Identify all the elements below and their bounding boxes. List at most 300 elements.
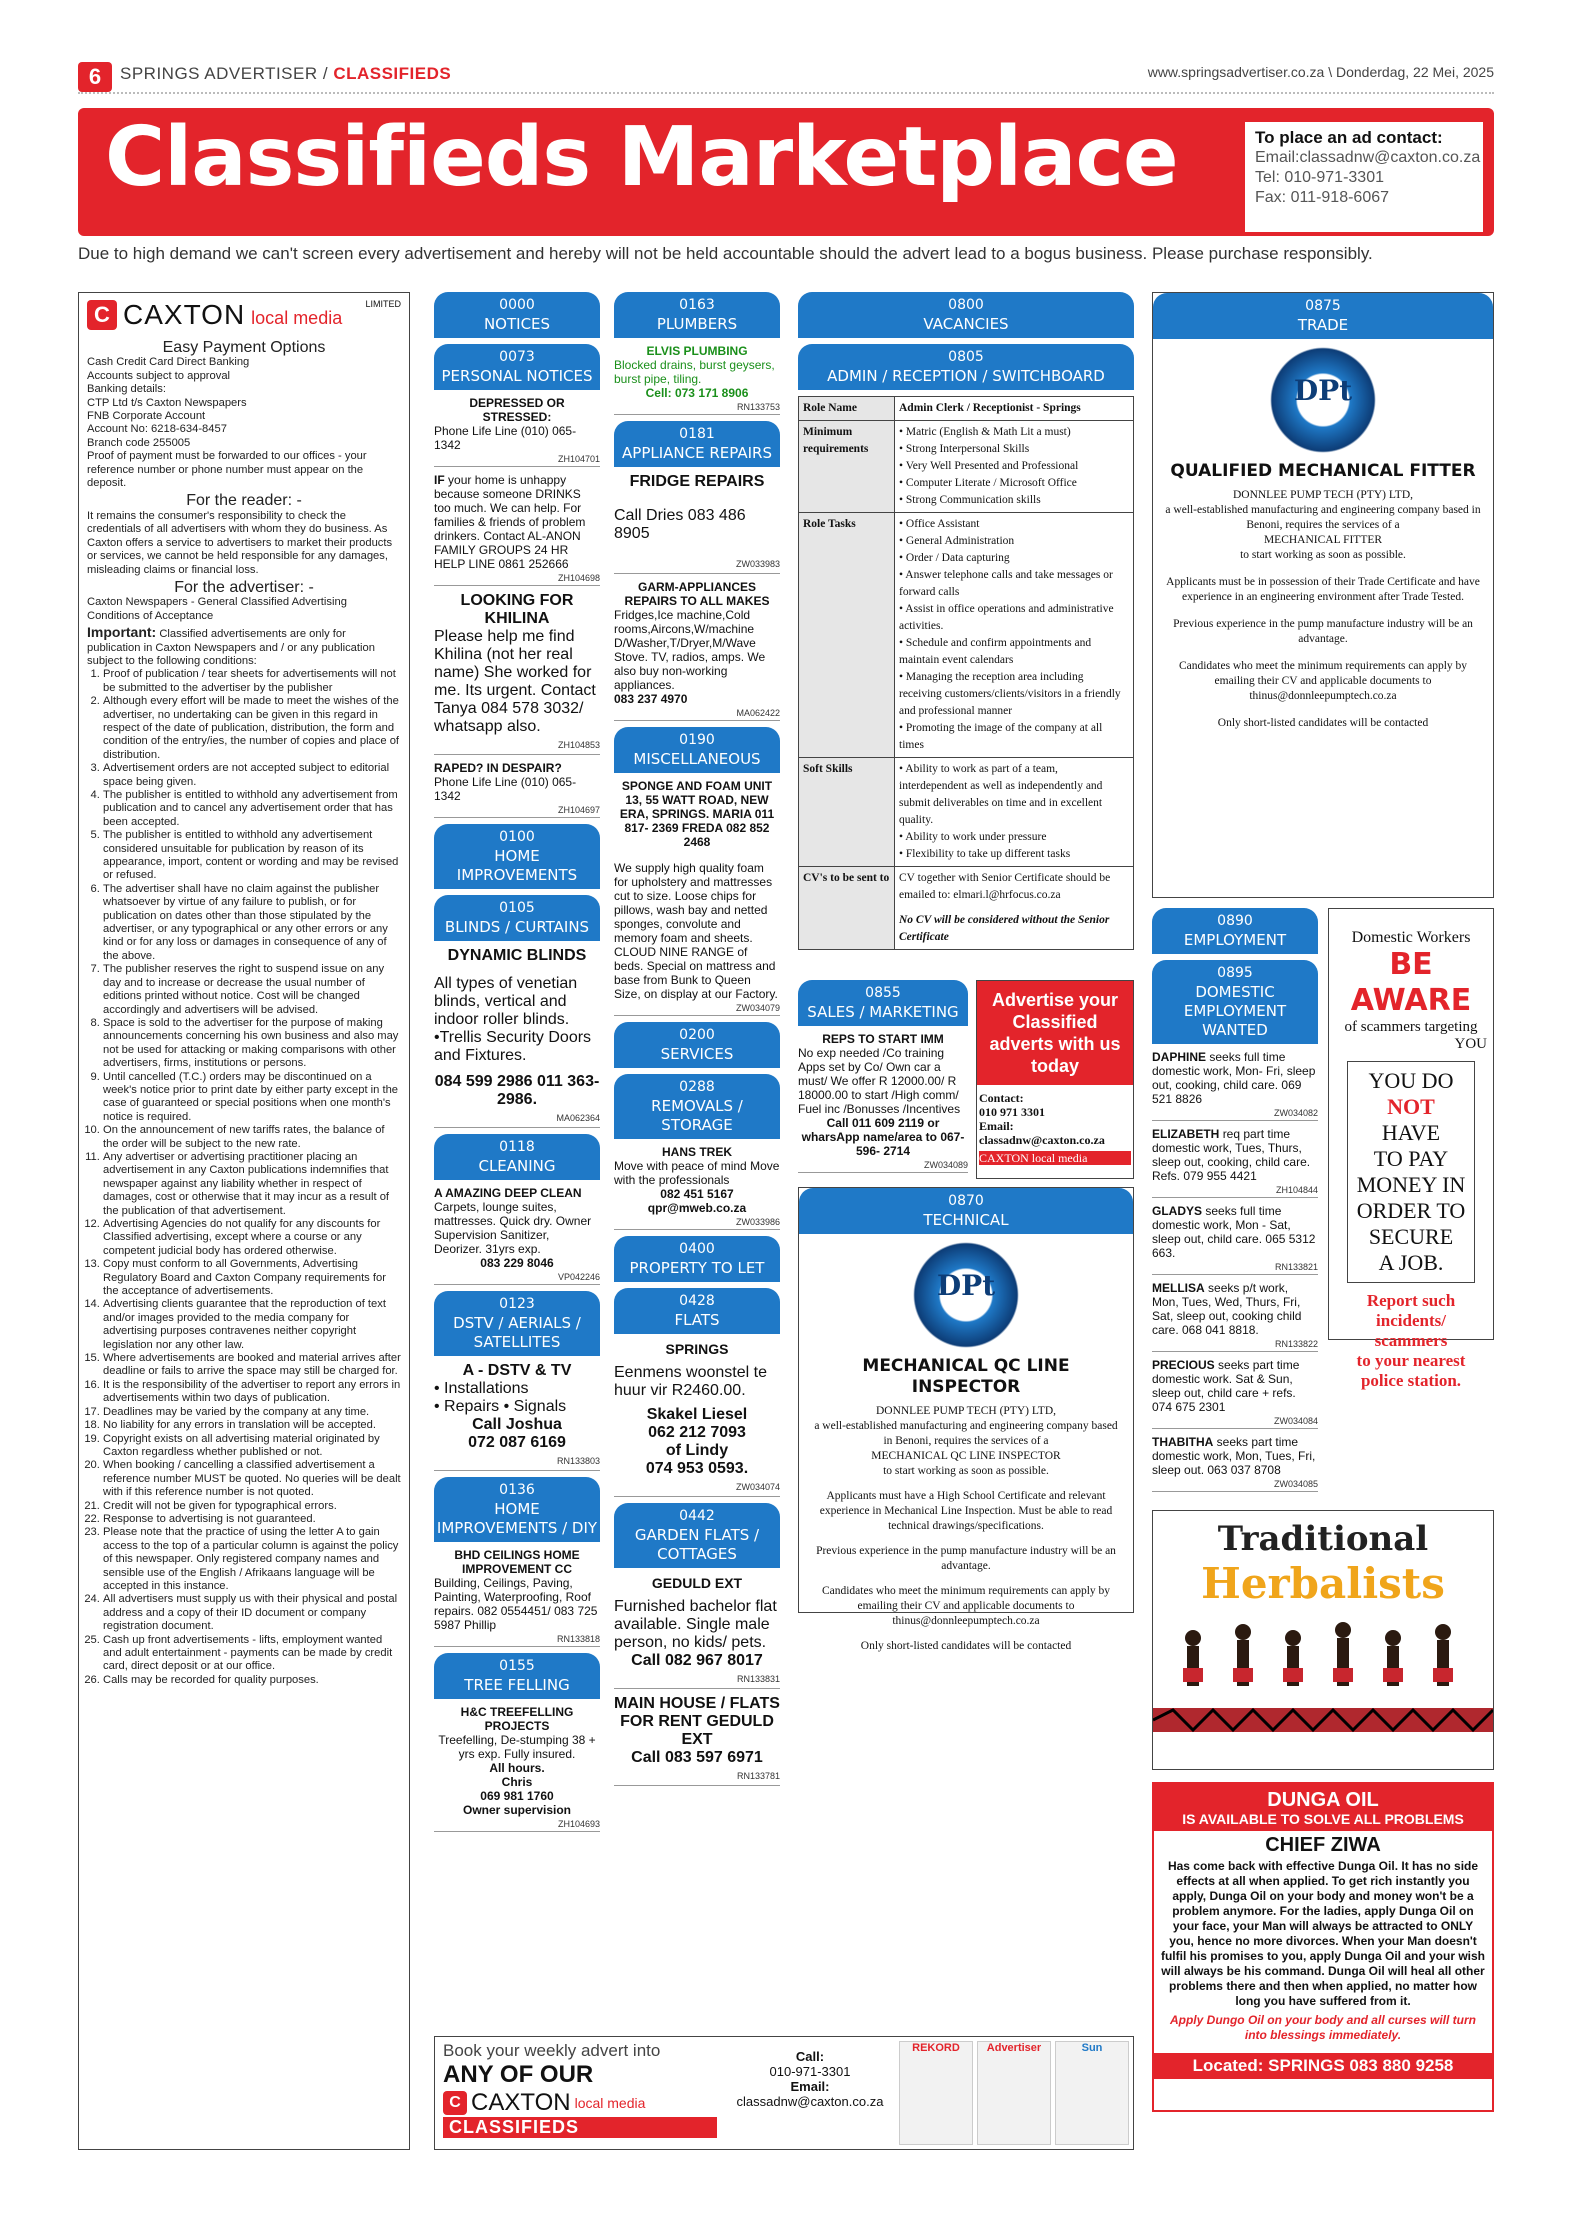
ad-text-wrap: [1152, 1358, 1318, 1414]
job-desc2: to start working as soon as possible.: [883, 1465, 1049, 1477]
newspaper-thumb: REKORD: [899, 2041, 973, 2145]
section-0875: [1153, 293, 1493, 339]
section-0163: [614, 292, 780, 338]
job-title: QUALIFIED MECHANICAL FITTER: [1170, 461, 1476, 481]
ad-phone: 084 599 2986 011 363-2986.: [434, 1073, 600, 1108]
table-row: [799, 397, 1134, 421]
ad-text: Furnished bachelor flat available. Single male person, no kids/ pets.: [614, 1598, 777, 1651]
table-value-line: • Matric (English & Math Lit a must): [899, 426, 1071, 438]
classified-ad: [614, 1574, 780, 1689]
section-0136: [434, 1477, 600, 1542]
table-value-line: • Flexibility to take up different tasks: [899, 848, 1071, 860]
ad-name: THABITHA: [1152, 1435, 1214, 1449]
job-company: DONNLEE PUMP TECH (PTY) LTD,: [1232, 489, 1414, 501]
job-adv: Previous experience in the pump manufacture industry will be an advantage.: [1173, 618, 1473, 645]
condition-item: 14. Advertising clients guarantee that the reproduction of text and/or images provided to the media company for advertising purposes contravenes neither copyright legislation nor any other law.: [103, 1298, 401, 1352]
section-0200: [614, 1022, 780, 1068]
condition-item: 13. Copy must conform to all Governments, Advertising Regulatory Board and Caxton Company requirements for the acceptance of advertisements.: [103, 1258, 401, 1298]
herbalists-ad: [1152, 1510, 1494, 1770]
aware-msg-line: ORDER TO: [1356, 1198, 1466, 1223]
section-0123: [434, 1291, 600, 1356]
ad-text: seeks part time domestic work, Mon, Tues, Fri, sleep out. 063 037 8708: [1152, 1435, 1316, 1477]
ad-title: BHD CEILINGS HOME IMPROVEMENT CC: [454, 1548, 580, 1576]
ad-ref: RN133822: [1152, 1337, 1318, 1352]
ad-name: DAPHINE: [1152, 1050, 1207, 1064]
ad-ref: ZW034079: [614, 1001, 780, 1016]
dunga-header: [1154, 1784, 1492, 1831]
condition-item: 24. All advertisers must supply us with their physical and postal address and a copy of their ID document or company registration document.: [103, 1593, 401, 1633]
ad-text: Phone Life Line (010) 065-1342: [434, 424, 577, 452]
ad-lead: IF: [434, 473, 445, 487]
classified-ad: [434, 592, 600, 755]
ad-text: seeks part time domestic work. Sat & Sun, sleep out, child care + refs. 074 675 2301: [1152, 1358, 1300, 1414]
book-contact: [725, 2037, 895, 2149]
domestic-ad: [1152, 1435, 1318, 1492]
ad-line: 062 212 7093: [648, 1424, 746, 1441]
be-aware-box: [1328, 908, 1494, 1390]
job-req: Applicants must be in possession of their Trade Certificate and have experience in an engineering environment after Trade Tested.: [1166, 576, 1480, 603]
ad-phone: 082 451 5167: [660, 1187, 734, 1201]
dunga-body: Has come back with effective Dunga Oil. It has no side effects at all when applied. To get rich instantly you apply, Dunga Oil on your body and money won't be a problem anymore. For the ladies, apply Dunga Oil on your face, your Man will always be attracted to ONLY you, hence no more divorces. When your Man doesn't fulfil his promises to you, apply Dunga Oil and your wish will always be his command. Dunga Oil will heal all other problems there and then when applied, no matter how long you have suffered from it.: [1160, 1859, 1486, 2008]
ad-text: req part time domestic work, Tues, Thurs, sleep out, cooking, child care. Refs. 079 955 4421: [1152, 1127, 1311, 1183]
employment-column: [1152, 908, 1318, 1498]
brand-text: CAXTON: [471, 2089, 571, 2116]
advertise-title: Advertise your Classified adverts with us today: [977, 981, 1133, 1085]
condition-item: 4. The publisher is entitled to withhold any advertisement from publication and to cancel any advertisement order that has been accepted.: [103, 789, 401, 829]
ad-text: Blocked drains, burst geysers, burst pipe, tiling.: [614, 358, 775, 386]
ad-text: Call Dries 083 486 8905: [614, 507, 746, 542]
ad-text-wrap: [1152, 1204, 1318, 1260]
condition-item: 17. Deadlines may be varied by the company at any time.: [103, 1406, 401, 1419]
classified-ad: [434, 1548, 600, 1647]
dancer-figures: [1185, 1622, 1451, 1686]
condition-item: 5. The publisher is entitled to withhold any advertisement considered unsuitable for publication by reason of its appearance, import, content or wording and may be revised or refused.: [103, 829, 401, 883]
section-number: 0123: [499, 1296, 535, 1312]
table-value-line: • Strong Interpersonal Skills: [899, 443, 1030, 455]
section-0288: [614, 1074, 780, 1139]
job-role: MECHANICAL QC LINE INSPECTOR: [871, 1450, 1061, 1462]
ad-line: 074 953 0593.: [645, 1460, 749, 1477]
reader-title: For the reader: -: [186, 492, 302, 510]
domestic-ads: [1152, 1050, 1318, 1492]
condition-item: 8. Space is sold to the advertiser for the purpose of making announcements concerning his own business and also may not be used for attacking or making comparisons with other advertisers, firms, institutions or persons.: [103, 1017, 401, 1071]
section-0800: [798, 292, 1134, 338]
column-3: [614, 292, 780, 1792]
payment-line: Account No: 6218-634-8457: [87, 423, 227, 436]
section-title: PROPERTY TO LET: [629, 1259, 765, 1277]
ad-ref: VP042246: [434, 1270, 600, 1285]
section-title: PERSONAL NOTICES: [441, 367, 593, 385]
job-req: Applicants must have a High School Certificate and relevant experience in Mechanical Line Inspection. Must be able to read technical drawings/specifications.: [819, 1490, 1113, 1532]
book-line1: Book your weekly advert into: [443, 2041, 661, 2060]
table-value: [895, 513, 1134, 758]
section-0400: [614, 1236, 780, 1282]
aware-msg-line: NOT: [1387, 1094, 1435, 1119]
advertise-tel[interactable]: 010 971 3301: [979, 1105, 1045, 1119]
section-number: 0105: [499, 900, 535, 916]
table-key: Soft Skills: [799, 758, 895, 867]
page-number: 6: [78, 62, 112, 92]
ad-ref: ZW033983: [614, 555, 780, 574]
dancer-skirts: [1183, 1668, 1453, 1682]
condition-item: 18. No liability for any errors in translation will be accepted.: [103, 1419, 401, 1432]
ad-name: GLADYS: [1152, 1204, 1203, 1218]
site-date: www.springsadvertiser.co.za \ Donderdag, 22 Mei, 2025: [1147, 64, 1494, 80]
conditions-list: [87, 668, 401, 1687]
table-value: [895, 421, 1134, 513]
domestic-ad: [1152, 1204, 1318, 1275]
condition-item: 20. When booking / cancelling a classified advertisement a reference number MUST be quoted. No queries will be dealt with if this reference number is not quoted.: [103, 1459, 401, 1499]
section-0805: [798, 344, 1134, 390]
contact-fax: Fax: 011-918-6067: [1255, 189, 1390, 206]
condition-item: 7. The publisher reserves the right to suspend issue on any day and to increase or decrease the usual number of editions printed without notice. Cost will be changed accordingly and advertisers will be advised.: [103, 963, 401, 1017]
book-email-label: Email:: [790, 2079, 830, 2094]
book-email[interactable]: classadnw@caxton.co.za: [736, 2094, 884, 2109]
section-number: 0400: [679, 1241, 715, 1257]
ad-phone: 069 981 1760: [480, 1789, 554, 1803]
book-line2: ANY OF OUR: [443, 2061, 594, 2088]
ad-text: Carpets, lounge suites, mattresses. Quick dry. Owner Supervision Sanitizer, Deorizer. 31yrs exp.: [434, 1200, 592, 1256]
job-role: MECHANICAL FITTER: [1263, 534, 1383, 546]
ad-title: A - DSTV & TV: [462, 1362, 572, 1379]
table-value: [895, 758, 1134, 867]
contact-tel[interactable]: Tel: 010-971-3301: [1255, 169, 1384, 186]
aware-report-line: police station.: [1360, 1371, 1462, 1390]
ad-phone: Call 082 967 8017: [631, 1652, 763, 1669]
condition-item: 2. Although every effort will be made to meet the wishes of the advertiser, no undertaking can be given in this regard in respect of the date of publication, distribution, the form and condition of the entry/ies, the number of copies and place of distribution.: [103, 695, 401, 762]
ad-text-wrap: [1152, 1127, 1318, 1183]
section-number: 0136: [499, 1482, 535, 1498]
ad-phone: 072 087 6169: [468, 1434, 566, 1451]
section-0190: [614, 727, 780, 773]
aware-msg-line: HAVE: [1381, 1120, 1441, 1145]
aware-msg-line: A JOB.: [1378, 1250, 1444, 1275]
classified-ad: [614, 779, 780, 1016]
ad-text: All types of venetian blinds, vertical and indoor roller blinds. •Trellis Security Doors and Fixtures.: [434, 975, 592, 1064]
section-number: 0855: [865, 985, 901, 1001]
ad-ref: ZW033986: [614, 1215, 780, 1230]
section-title: GARDEN FLATS / COTTAGES: [634, 1526, 760, 1563]
dunga-tagline: Apply Dungo Oil on your body and all curses will turn into blessings immediately.: [1169, 2013, 1477, 2042]
ad-phone: Cell: 073 171 8906: [645, 386, 749, 400]
classified-ad: [434, 761, 600, 818]
table-value: [895, 867, 1134, 950]
section-0073: [434, 344, 600, 390]
section-number: 0805: [948, 349, 984, 365]
dunga-sub: IS AVAILABLE TO SOLVE ALL PROBLEMS: [1182, 1811, 1464, 1827]
ad-line: • Installations: [434, 1380, 529, 1397]
ad-ref: ZW034082: [1152, 1106, 1318, 1121]
ad-ref: ZW034085: [1152, 1477, 1318, 1492]
payment-title: Easy Payment Options: [162, 339, 326, 356]
ad-title: SPONGE AND FOAM UNIT 13, 55 WATT ROAD, NEW ERA, SPRINGS. MARIA 011 817- 2369 FREDA 082 852 2468: [619, 779, 775, 849]
ad-phone: Call 011 609 2119 or wharsApp name/area to 067-596- 2714: [801, 1116, 965, 1158]
domestic-ad: [1152, 1358, 1318, 1429]
job-apply: Candidates who meet the minimum requirements can apply by emailing their CV and applicable documents to: [821, 1585, 1111, 1612]
section-number: 0895: [1217, 965, 1253, 981]
section-number: 0870: [948, 1193, 984, 1209]
payment-line: CTP Ltd t/s Caxton Newspapers: [87, 396, 247, 409]
classified-ad: [798, 1032, 968, 1173]
advertiser-text: Caxton Newspapers - General Classified Advertising Conditions of Acceptance: [87, 596, 347, 622]
dpt-logo-icon: [901, 1240, 1031, 1350]
classified-ad: [614, 580, 780, 721]
terms-text: [87, 341, 401, 1687]
ad-phone: 083 237 4970: [614, 692, 688, 706]
condition-item: 26. Calls may be recorded for quality purposes.: [103, 1674, 401, 1687]
section-title: SALES / MARKETING: [807, 1003, 959, 1021]
book-classifieds: CLASSIFIEDS: [443, 2117, 717, 2138]
reader-text: It remains the consumer's responsibility to check the credentials of all advertisers with whom they do business. As Caxton offers a service to advertisers to market their products or services, we cannot be held responsible for any damages, misleading claims or financial loss.: [87, 509, 393, 576]
book-left: [435, 2037, 725, 2149]
column-2: [434, 292, 600, 1838]
ad-title: FRIDGE REPAIRS: [629, 473, 765, 490]
condition-item: 25. Cash up front advertisements - lifts, employment wanted and adult entertainment - payments can be made by credit card, direct deposit or at our office.: [103, 1634, 401, 1674]
classified-ad: [434, 1705, 600, 1832]
dunga-title: DUNGA OIL: [1267, 1789, 1379, 1811]
section-number: 0190: [679, 732, 715, 748]
table-row: [799, 421, 1134, 513]
header-rule: [78, 92, 1494, 94]
ad-title: SPRINGS: [665, 1341, 729, 1357]
section-0155: [434, 1653, 600, 1699]
aware-heading: BE AWARE: [1350, 947, 1472, 1018]
dunga-location: Located: SPRINGS 083 880 9258: [1154, 2053, 1492, 2079]
ad-text: Fridges,Ice machine,Cold rooms,Aircons,W/machine D/Washer,T/Dryer,M/Wave Stove. TV, radios, amps. We also buy non-working appliances.: [614, 608, 766, 692]
ad-phone: 083 229 8046: [480, 1256, 554, 1270]
table-value-line: • Ability to work as part of a team, interdependent as well as independently and submit deliverables on time and in excellent quality.: [899, 763, 1103, 826]
herbal-line1: Traditional: [1217, 1519, 1429, 1559]
table-value-line: • Ability to work under pressure: [899, 831, 1047, 843]
job-email[interactable]: thinus@donnleepumptech.co.za: [1249, 690, 1397, 702]
classified-ad: [614, 1145, 780, 1230]
column-4: [798, 292, 1134, 1652]
book-tel[interactable]: 010-971-3301: [769, 2064, 851, 2079]
table-key: Minimum requirements: [799, 421, 895, 513]
caxton-terms-box: [78, 292, 410, 2150]
ad-line: Owner supervision: [462, 1803, 572, 1817]
condition-item: 19. Copyright exists on all advertising material originated by Caxton regardless whether published or not.: [103, 1433, 401, 1460]
classified-ad: [614, 1340, 780, 1497]
newspaper-thumb: Advertiser: [977, 2041, 1051, 2145]
domestic-ad: [1152, 1281, 1318, 1352]
ad-ref: RN133818: [434, 1632, 600, 1647]
domestic-ad: [1152, 1050, 1318, 1121]
ad-title: GEDULD EXT: [651, 1575, 743, 1591]
caxton-logo: [87, 299, 401, 331]
dancers-illustration: [1153, 1608, 1493, 1738]
section-title: DOMESTIC EMPLOYMENT WANTED: [1183, 983, 1287, 1039]
classified-ad: [614, 473, 780, 574]
ad-title: REPS TO START IMM: [822, 1032, 944, 1046]
table-value-line: • Very Well Presented and Professional: [899, 460, 1079, 472]
contact-box: [1245, 122, 1483, 232]
section-title: BLINDS / CURTAINS: [444, 918, 590, 936]
condition-item: 1. Proof of publication / tear sheets for advertisements will not be submitted to the advertiser by the publisher: [103, 668, 401, 695]
ad-ref: ZH104698: [434, 571, 600, 586]
sales-column: [798, 980, 968, 1179]
condition-item: 21. Credit will not be given for typographical errors.: [103, 1500, 401, 1513]
aware-message: [1347, 1061, 1475, 1283]
table-value-line: • Answer telephone calls and take messages or forward calls: [899, 569, 1113, 598]
section-title: TREE FELLING: [464, 1676, 570, 1694]
advertise-box: [976, 980, 1134, 1179]
aware-report: [1329, 1291, 1493, 1391]
table-key: Role Tasks: [799, 513, 895, 758]
section-title: NOTICES: [483, 315, 551, 333]
section-title: EMPLOYMENT: [1183, 931, 1287, 949]
section-number: 0100: [499, 829, 535, 845]
ad-title: DYNAMIC BLINDS: [447, 947, 587, 964]
section-number: 0200: [679, 1027, 715, 1043]
ad-line: Chris: [501, 1775, 533, 1789]
condition-item: 12. Advertising Agencies do not qualify for any discounts for Classified advertising, except where a course or any competent judicial body has ordered otherwise.: [103, 1218, 401, 1258]
section-number: 0875: [1305, 298, 1341, 314]
ad-text-wrap: [1152, 1281, 1318, 1337]
section-0105: [434, 895, 600, 941]
table-value-line: • Promoting the image of the company at all times: [899, 722, 1103, 751]
ad-ref: ZW034089: [798, 1158, 968, 1173]
table-row: [799, 867, 1134, 950]
payment-line: FNB Corporate Account: [87, 410, 206, 423]
ad-line: Call Joshua: [472, 1416, 562, 1433]
aware-line: Domestic Workers: [1351, 929, 1471, 946]
book-call-label: Call:: [795, 2049, 825, 2064]
condition-item: 3. Advertisement orders are not accepted subject to editorial space being given.: [103, 762, 401, 789]
ad-ref: RN133831: [614, 1670, 780, 1689]
aware-msg-line: YOU DO: [1368, 1068, 1454, 1093]
employment-row: [1152, 908, 1494, 1498]
dpt-logo-icon: [1258, 345, 1388, 455]
condition-item: 16. It is the responsibility of the advertiser to report any errors in advertisements within two days of publication.: [103, 1379, 401, 1406]
classified-ad: [614, 1695, 780, 1786]
ad-title: H&C TREEFELLING PROJECTS: [460, 1705, 574, 1733]
table-value-line: • Assist in office operations and administrative activities.: [899, 603, 1114, 632]
section-title: TRADE: [1297, 316, 1349, 334]
section-title: VACANCIES: [923, 315, 1009, 333]
table-key: Role Name: [799, 397, 895, 421]
section-0100: [434, 824, 600, 889]
table-value-line: • Order / Data capturing: [899, 552, 1010, 564]
condition-item: 10. On the announcement of new tariffs rates, the balance of the order will be subject to the new rate.: [103, 1124, 401, 1151]
ad-name: MELLISA: [1152, 1281, 1205, 1295]
classified-ad: [434, 1362, 600, 1471]
ad-ref: RN133781: [614, 1767, 780, 1786]
section-number: 0155: [499, 1658, 535, 1674]
caxton-mark-icon: C: [87, 300, 117, 330]
job-desc: a well-established manufacturing and engineering company based in Benoni, requires the services of a: [1165, 504, 1481, 531]
section-number: 0442: [679, 1508, 715, 1524]
section-0895: [1152, 960, 1318, 1044]
table-row: [799, 513, 1134, 758]
ad-title: ELVIS PLUMBING: [646, 344, 748, 358]
ad-text: Please help me find Khilina (not her real name) She worked for me. Its urgent. Contact Tanya 084 578 3032/ whatsapp also.: [434, 628, 596, 735]
payment-line: Branch code 255005: [87, 436, 191, 449]
classified-ad: [434, 396, 600, 467]
payment-lines: [87, 356, 401, 490]
important-para: [87, 626, 401, 668]
ad-text: seeks full time domestic work, Mon- Fri, sleep out, cooking, child care. 069 521 8826: [1152, 1050, 1316, 1106]
ad-line: All hours.: [489, 1761, 545, 1775]
condition-item: 11. Any advertiser or advertising practitioner placing an advertisement in any Caxton publications indemnifies that newspaper against any liability whether in respect of damages, cost or otherwise that it may incur as a result of the publication of that advertisement.: [103, 1151, 401, 1218]
important-text: Classified advertisements are only for publication in Caxton Newspapers and / or any publication subject to the following conditions:: [87, 628, 375, 667]
important-label: Important:: [87, 624, 157, 641]
ad-title: A AMAZING DEEP CLEAN: [434, 1186, 582, 1200]
ad-name: ELIZABETH: [1152, 1127, 1220, 1141]
job-company: DONNLEE PUMP TECH (PTY) LTD,: [875, 1405, 1057, 1417]
ad-text: No exp needed /Co training Apps set by Co/ Own car a must/ We offer R 12000.00/ R 18000.00 to start /High comm/ Fuel inc /Bonusses /Incentives: [798, 1046, 961, 1116]
ad-ref: MA062364: [434, 1109, 600, 1128]
advertise-email[interactable]: classadnw@caxton.co.za: [979, 1133, 1105, 1147]
section-0181: [614, 421, 780, 467]
payment-line: Cash Credit Card Direct Banking: [87, 356, 250, 369]
aware-report-line: scammers: [1374, 1331, 1448, 1350]
section-number: 0428: [679, 1293, 715, 1309]
ad-ref: RN133753: [614, 400, 780, 415]
table-key: CV's to be sent to: [799, 867, 895, 950]
ad-email[interactable]: qpr@mweb.co.za: [647, 1201, 747, 1215]
caxton-limited: LIMITED: [365, 299, 401, 309]
contact-email[interactable]: Email:classadnw@caxton.co.za: [1255, 149, 1481, 166]
column-5: [1152, 292, 1494, 2112]
job-apply: Candidates who meet the minimum requirements can apply by emailing their CV and applicable documents to: [1178, 660, 1468, 687]
advertise-contact: [977, 1085, 1133, 1171]
ad-title: MAIN HOUSE / FLATS FOR RENT GEDULD EXT: [614, 1695, 780, 1748]
book-advert-banner: [434, 2036, 1134, 2150]
job-email[interactable]: thinus@donnleepumptech.co.za: [892, 1615, 1040, 1627]
ad-line: of Lindy: [665, 1442, 729, 1459]
contact-heading: To place an ad contact:: [1255, 128, 1443, 147]
table-value-line: • Computer Literate / Microsoft Office: [899, 477, 1077, 489]
ad-ref: ZW034074: [614, 1478, 780, 1497]
table-value-line: • Strong Communication skills: [899, 494, 1041, 506]
book-brand: [443, 2089, 717, 2117]
caxton-brand: CAXTON: [123, 299, 246, 330]
brand-sub: local media: [574, 2095, 646, 2111]
table-value-line: • Office Assistant: [899, 518, 980, 530]
section-title: DSTV / AERIALS / SATELLITES: [453, 1314, 581, 1351]
table-value-line: • Managing the reception area including receiving customers/clients/visitors in a friendly and professional manner: [899, 671, 1121, 717]
section-0000: [434, 292, 600, 338]
payment-line: Proof of payment must be forwarded to our offices - your reference number or phone number must appear on the deposit.: [87, 450, 367, 490]
aware-msg-line: MONEY IN: [1356, 1172, 1466, 1197]
caxton-sub: local media: [251, 307, 343, 328]
section-title: PLUMBERS: [656, 315, 738, 333]
ad-title: HANS TREK: [661, 1145, 732, 1159]
book-papers: [895, 2037, 1133, 2149]
domestic-ad: [1152, 1127, 1318, 1198]
ad-ref: RN133821: [1152, 1260, 1318, 1275]
dunga-oil-ad: [1152, 1782, 1494, 2112]
ad-text: We supply high quality foam for upholstery and mattresses cut to size. Loose chips for pillows, wash bay and netted sponges, convolute and memory foam and sheets. CLOUD NINE RANGE of beds. Special on mattress and base from Bunk to Queen Size, on display at our Factory.: [614, 861, 778, 1001]
condition-item: 23. Please note that the practice of using the letter A to gain access to the top of a particular column is against the policy of this newspaper. Only registered company names and sensible use of the English / Afrikaans language will be accepted in this instance.: [103, 1526, 401, 1593]
section-title: HOME IMPROVEMENTS / DIY: [436, 1500, 598, 1537]
aware-line: YOU: [1454, 1036, 1487, 1052]
section-number: 0163: [679, 297, 715, 313]
payment-line: Banking details:: [87, 383, 166, 396]
table-row: [799, 758, 1134, 867]
admin-job-table: [798, 396, 1134, 950]
logo-text: DPt: [936, 1269, 996, 1302]
job-ad-fitter: [1153, 345, 1493, 731]
section-title: MISCELLANEOUS: [633, 750, 761, 768]
advertise-contact-label: Contact:: [979, 1091, 1024, 1105]
advertise-email-label: Email:: [979, 1119, 1014, 1133]
ad-text-wrap: [1152, 1050, 1318, 1106]
ad-phone: Call 083 597 6971: [631, 1749, 763, 1766]
brand-sub: local media: [1031, 1151, 1088, 1165]
ad-ref: ZH104853: [434, 736, 600, 755]
